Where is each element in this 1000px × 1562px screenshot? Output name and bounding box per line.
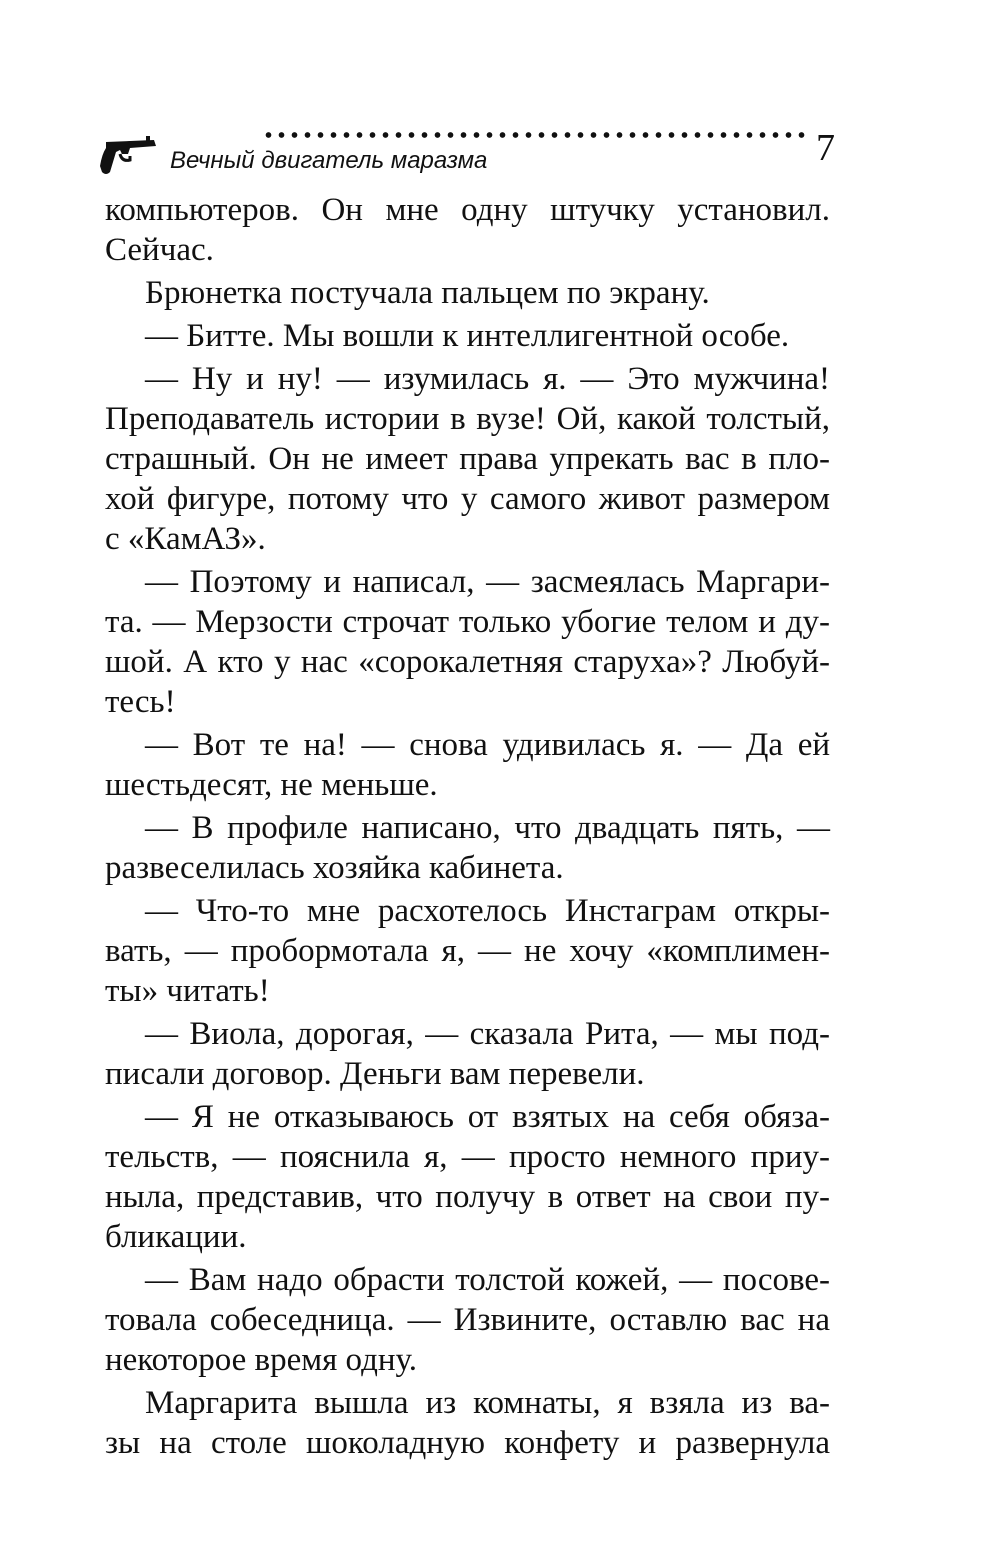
text-line: компьютеров. Он мне одну штучку установил. [105, 192, 830, 228]
paragraph [105, 1260, 830, 1380]
text-line: Брюнетка постучала пальцем по экрану. [145, 275, 710, 311]
text-line: — Я не отказываюсь от взятых на себя обяза- [145, 1099, 830, 1135]
text-line: писали договор. Деньги вам перевели. [105, 1056, 645, 1092]
text-line: Сейчас. [105, 232, 214, 268]
paragraph [105, 808, 830, 888]
text-line: — Вот те на! — снова удивилась я. — Да ей [145, 727, 830, 763]
text-line: — Ну и ну! — изумилась я. — Это мужчина! [145, 361, 830, 397]
text-line: страшный. Он не имеет права упрекать вас в пло- [105, 441, 830, 477]
text-line: хой фигуре, потому что у самого живот размером [105, 481, 830, 517]
text-line: тельств, — пояснила я, — просто немного приу- [105, 1139, 830, 1175]
text-line: — Поэтому и написал, — засмеялась Маргари- [145, 564, 830, 600]
paragraph [105, 1014, 830, 1094]
paragraph [105, 562, 830, 722]
revolver-icon [100, 132, 158, 176]
paragraph [105, 273, 830, 313]
paragraph [105, 725, 830, 805]
text-line: шестьдесят, не меньше. [105, 767, 438, 803]
text-line: — Что-то мне расхотелось Инстаграм откры- [145, 893, 830, 929]
text-line: та. — Мерзости строчат только убогие телом и ду- [105, 604, 830, 640]
text-line: — В профиле написано, что двадцать пять, — [145, 810, 830, 846]
text-line: развеселилась хозяйка кабинета. [105, 850, 564, 886]
text-line: Преподаватель истории в вузе! Ой, какой толстый, [105, 401, 830, 437]
text-line: тесь! [105, 684, 176, 720]
text-line: зы на столе шоколадную конфету и развернула [105, 1425, 830, 1461]
text-line: шой. А кто у нас «сорокалетняя старуха»? Любуй- [105, 644, 830, 680]
text-line: с «КамАЗ». [105, 521, 266, 557]
paragraph [105, 190, 830, 270]
text-line: — Виола, дорогая, — сказала Рита, — мы под- [145, 1016, 830, 1052]
text-line: — Вам надо обрасти толстой кожей, — посове- [145, 1262, 830, 1298]
body-text [105, 190, 830, 1466]
text-line: бликации. [105, 1219, 247, 1255]
text-line: товала собеседница. — Извините, оставлю вас на [105, 1302, 830, 1338]
page-number: 7 [816, 127, 835, 169]
paragraph [105, 891, 830, 1011]
text-line: вать, — пробормотала я, — не хочу «комплимен- [105, 933, 830, 969]
text-line: Маргарита вышла из комнаты, я взяла из ва- [145, 1385, 830, 1421]
text-line: ныла, представив, что получу в ответ на свои пу- [105, 1179, 830, 1215]
paragraph [105, 1097, 830, 1257]
paragraph [105, 1383, 830, 1463]
paragraph [105, 316, 830, 356]
text-line: ты» читать! [105, 973, 270, 1009]
running-title: Вечный двигатель маразма [170, 147, 488, 174]
text-line: некоторое время одну. [105, 1342, 418, 1378]
paragraph [105, 359, 830, 559]
dotted-rule [262, 130, 807, 140]
running-head [100, 128, 835, 188]
text-line: — Битте. Мы вошли к интеллигентной особе. [145, 318, 790, 354]
